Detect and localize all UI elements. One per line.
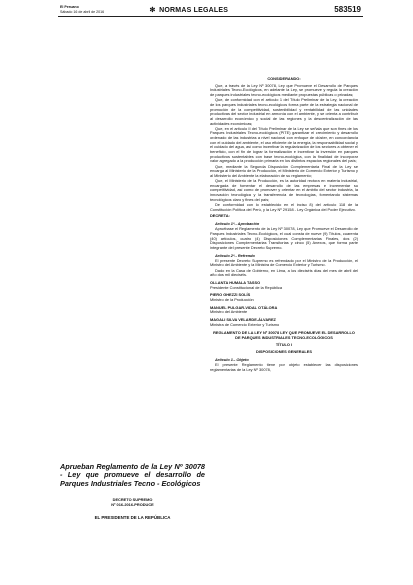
article-body: Apruébase el Reglamento de la Ley Nº 30078, Ley que Promueve el Desarrollo de Parques Industriales Tecno-Ecológicos, el cual consta de nueve (9) Títulos, cuarenta (40) artículos, cuatro (4) Disposiciones Complementarias Finales, dos (2) Disposiciones Complementarias Transitorias y cinco (5) Anexos, que forma parte integrante del presente Decreto Supremo. [210, 226, 358, 250]
page-number: 583519 [334, 5, 361, 14]
title-heading: TÍTULO I [275, 342, 293, 348]
section-label: NORMAS LEGALES [159, 7, 229, 14]
general-provisions-heading: DISPOSICIONES GENERALES [256, 349, 312, 355]
paragraph: De conformidad con lo establecido en el inciso 8) del artículo 118 de la Constitución Política del Perú, y la Ley Nº 29158 - Ley Orgánica del Poder Ejecutivo. [210, 202, 358, 212]
signature-block [210, 281, 358, 290]
publication-date: Sábado 16 de abril de 2016 [60, 9, 105, 14]
dado-paragraph: Dado en la Casa de Gobierno, en Lima, a los dieciséis días del mes de abril del año dos mil dieciséis. [210, 267, 358, 278]
article-title: Artículo 1º.- Aprobación [215, 221, 260, 226]
left-column [60, 463, 205, 520]
signatory-role: Ministro del Ambiente [210, 309, 248, 315]
publication-name: El Peruano [60, 5, 79, 9]
signatory-role: Ministro de la Producción [210, 296, 254, 302]
signatory-name: OLLANTA HUMALA TASSO [210, 280, 261, 285]
paragraph: Que, a través de la Ley Nº 30078, Ley que Promueve el Desarrollo de Parques Industriales Tecno-Ecológicos, en adelante la Ley, se promueve y regula la creación de parques industriales tecno-ecológicos mediante propuestas públicas o privadas; [210, 82, 358, 97]
signatory-name: MANUEL PULGAR-VIDAL OTÁLORA [210, 304, 278, 310]
signature-block [210, 293, 358, 302]
article-title: Artículo 1.- Objeto [215, 356, 249, 362]
page-header [0, 0, 413, 22]
signature-block [210, 318, 358, 327]
president-heading: EL PRESIDENTE DE LA REPÚBLICA [94, 515, 171, 521]
signatory-name: MAGALI SILVA VELARDE-ÁLVAREZ [210, 316, 276, 322]
paragraph: Que, mediante la Segunda Disposición Complementaria Final de la Ley se encarga al Ministerio de la Producción, el Ministerio de Comercio Exterior y Turismo y al Ministerio del Ambiente la elaboración de su reglamento; [210, 163, 358, 178]
decree-type: DECRETO SUPREMO [112, 497, 153, 503]
signatory-role: Presidente Constitucional de la República [210, 284, 283, 290]
signature-block [210, 306, 358, 315]
article-body: El presente Decreto Supremo es refrendado por el Ministro de la Producción, el Ministro del Ambiente y la Ministra de Comercio Exterior y Turismo. [210, 257, 358, 268]
paragraph: Que, de conformidad con el artículo 1 del Título Preliminar de la Ley, la creación de los parques industriales tecno-ecológicos forma parte de la estrategia nacional de promoción de la competitividad, sostenibilidad y rentabilidad de las unidades productivas del sector industrial en armonía con el ambiente, y se orienta a contribuir al desarrollo económico y social de las regiones y la descentralización de las actividades económicas; [210, 97, 358, 126]
header-divider [58, 16, 363, 17]
considerando-heading: CONSIDERANDO: [267, 75, 301, 81]
section-title [148, 6, 228, 14]
normas-legales-logo-icon: ✻ [149, 7, 156, 14]
header-publication-info [60, 5, 104, 14]
article-body: El presente Reglamento tiene por objeto establecer las disposiciones reglamentarias de la Ley Nº 30078, [210, 362, 358, 372]
regulation-title: REGLAMENTO DE LA LEY Nº 30078 LEY QUE PROMUEVE EL DESARROLLO DE PARQUES INDUSTRIALES TECNO-ECOLÓGICOS [213, 330, 355, 340]
paragraph: Que, en el artículo II del Título Preliminar de la Ley se señala que son fines de los Parques Industriales Tecno-ecológicos (PITE) garantizar el crecimiento y desarrollo ordenado de las industrias a nivel nacional con enfoque de clúster, en concordancia con el cuidado del ambiente, el uso eficiente de la energía, la responsabilidad social y el cuidado del agua, así como incentivar la regularización de los sectores a obtener el beneficio, con el fin de lograr la formalización e incentivar la inversión en parques productivos sustentables con base tecno-ecológica, con la finalidad de incorporar valor agregado a la producción primaria en los distintos espacios regionales del país; [210, 125, 358, 164]
decreta-heading: DECRETA: [210, 213, 230, 219]
signatory-role: Ministra de Comercio Exterior y Turismo [210, 321, 280, 327]
right-column [210, 74, 358, 373]
signatory-name: PIERO GHEZZI SOLÍS [210, 292, 251, 298]
article-title: Artículo 2º.- Refrendo [215, 252, 255, 258]
decree-number: Nº 016-2016-PRODUCE [111, 501, 154, 507]
decree-headline: Aprueban Reglamento de la Ley Nº 30078 - Ley que promueve el desarrollo de Parques Industriales Tecno - Ecológicos [60, 462, 205, 488]
paragraph: Que, el Ministerio de la Producción, es la autoridad rectora en materia industrial, encargada de fomentar el desarrollo de las empresas e incrementar su competitividad, así como de promover y orientar en el ámbito del sector industria, la innovación tecnológica y la transferencia de tecnologías, fomentando sistemas tecnológicos claro y fines del país; [210, 178, 358, 202]
